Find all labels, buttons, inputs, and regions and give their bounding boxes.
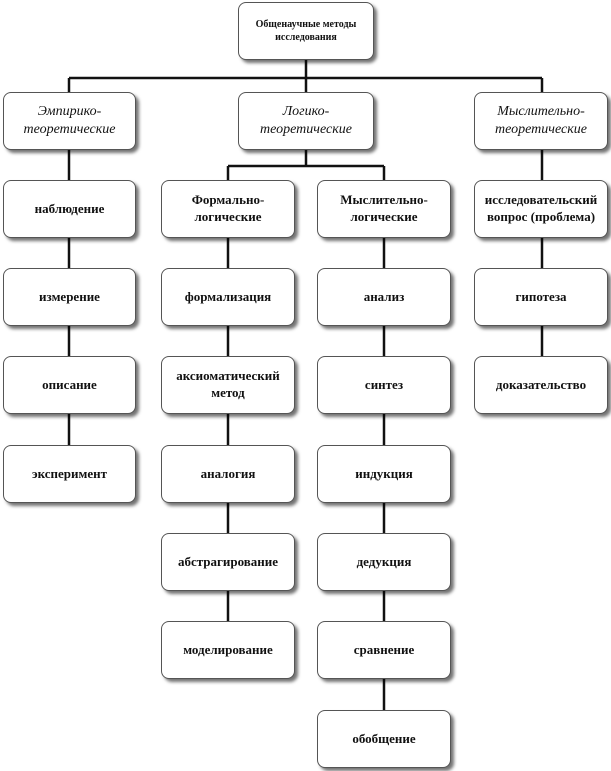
mental-theoretical-item-proof: доказательство: [474, 356, 608, 414]
branch-mental-theoretical: Мыслительно-теоретические: [474, 92, 608, 150]
root-node: Общенаучные методы исследования: [238, 2, 374, 60]
empirical-item-observation: наблюдение: [3, 180, 136, 238]
mental-logical-item-induction: индукция: [317, 445, 451, 503]
formal-item-axiomatic-method: аксиоматический метод: [161, 356, 295, 414]
empirical-item-measurement: измерение: [3, 268, 136, 326]
formal-item-analogy: аналогия: [161, 445, 295, 503]
sub-branch-formal-logical: Формально-логические: [161, 180, 295, 238]
mental-logical-item-comparison: сравнение: [317, 621, 451, 679]
empirical-item-description: описание: [3, 356, 136, 414]
mental-logical-item-generalization: обобщение: [317, 710, 451, 768]
formal-item-abstraction: абстрагирование: [161, 533, 295, 591]
mental-theoretical-item-hypothesis: гипотеза: [474, 268, 608, 326]
formal-item-modeling: моделирование: [161, 621, 295, 679]
mental-logical-item-synthesis: синтез: [317, 356, 451, 414]
empirical-item-experiment: эксперимент: [3, 445, 136, 503]
mental-logical-item-analysis: анализ: [317, 268, 451, 326]
mental-logical-item-deduction: дедукция: [317, 533, 451, 591]
branch-logical: Логико-теоретические: [238, 92, 374, 150]
branch-empirical: Эмпирико-теоретические: [3, 92, 136, 150]
formal-item-formalization: формализация: [161, 268, 295, 326]
mental-theoretical-item-research-question: исследовательский вопрос (проблема): [474, 180, 608, 238]
sub-branch-mental-logical: Мыслительно-логические: [317, 180, 451, 238]
